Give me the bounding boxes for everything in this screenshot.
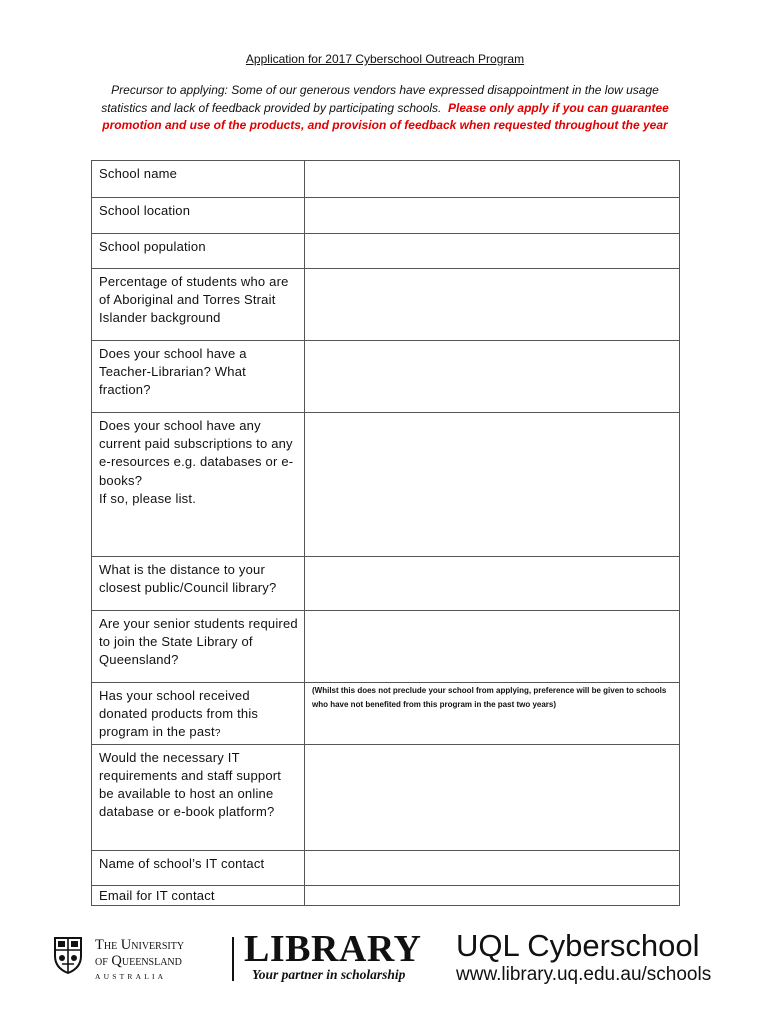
field-answer[interactable] <box>305 744 680 850</box>
uq-line3: AUSTRALIA <box>95 972 167 981</box>
form-row <box>92 885 680 905</box>
form-row <box>92 413 680 557</box>
field-answer[interactable] <box>305 234 680 269</box>
field-label-sub: If so, please list. <box>99 490 197 506</box>
field-answer[interactable] <box>305 269 680 341</box>
field-label <box>92 413 305 557</box>
form-row <box>92 683 680 745</box>
form-row <box>92 198 680 234</box>
field-answer[interactable] <box>305 611 680 683</box>
form-row <box>92 341 680 413</box>
field-label: Does your school have a Teacher-Librarian? What fraction? <box>92 341 305 413</box>
library-tagline: Your partner in scholarship <box>252 967 406 982</box>
uq-crest-icon <box>53 936 83 974</box>
form-row <box>92 161 680 198</box>
field-answer[interactable] <box>305 341 680 413</box>
field-label: Email for IT contact <box>92 885 305 905</box>
field-label-main: Has your school received donated products from this program in the past <box>99 688 259 740</box>
form-row <box>92 234 680 269</box>
library-title: LIBRARY <box>244 928 422 970</box>
field-label: School location <box>92 198 305 234</box>
field-answer[interactable] <box>305 413 680 557</box>
uq-wordmark <box>95 937 184 985</box>
form-row <box>92 611 680 683</box>
application-form-table <box>91 160 680 906</box>
field-label-main: Does your school have any current paid subscriptions to any e-resources e.g. databases or e-books? <box>99 418 294 488</box>
field-label: Name of school’s IT contact <box>92 850 305 885</box>
intro-text <box>90 82 680 135</box>
field-label-suffix: ? <box>214 728 221 740</box>
field-answer[interactable] <box>305 557 680 611</box>
form-row <box>92 850 680 885</box>
field-answer[interactable] <box>305 161 680 198</box>
field-label: Would the necessary IT requirements and staff support be available to host an online database or e-book platform? <box>92 744 305 850</box>
field-label <box>92 683 305 745</box>
cyberschool-url[interactable]: www.library.uq.edu.au/schools <box>456 964 712 985</box>
form-row <box>92 744 680 850</box>
footer-divider <box>232 937 234 981</box>
uq-line2: of Queensland <box>95 953 182 969</box>
uq-line1: The University <box>95 937 185 953</box>
field-answer[interactable] <box>305 850 680 885</box>
field-label: Percentage of students who are of Aboriginal and Torres Strait Islander background <box>92 269 305 341</box>
field-label: Are your senior students required to join the State Library of Queensland? <box>92 611 305 683</box>
field-label: School name <box>92 161 305 198</box>
field-label: What is the distance to your closest public/Council library? <box>92 557 305 611</box>
form-row <box>92 557 680 611</box>
form-row <box>92 269 680 341</box>
form-title: Application for 2017 Cyberschool Outreach Program <box>245 52 525 66</box>
intro-emphasis: Please only apply if you can guarantee promotion and use of the products, and provision of feedback when requested throughout the year <box>102 100 669 132</box>
field-answer[interactable] <box>305 198 680 234</box>
field-answer[interactable] <box>305 885 680 905</box>
intro-plain: Precursor to applying: Some of our generous vendors have expressed disappointment in the low usage statistics and lack of feedback provided by participating schools. <box>101 83 659 115</box>
field-label: School population <box>92 234 305 269</box>
cyberschool-title: UQL Cyberschool <box>456 928 700 963</box>
field-answer-note[interactable]: (Whilst this does not preclude your school from applying, preference will be given to schools who have not benefited from this program in the past two years) <box>305 683 680 745</box>
